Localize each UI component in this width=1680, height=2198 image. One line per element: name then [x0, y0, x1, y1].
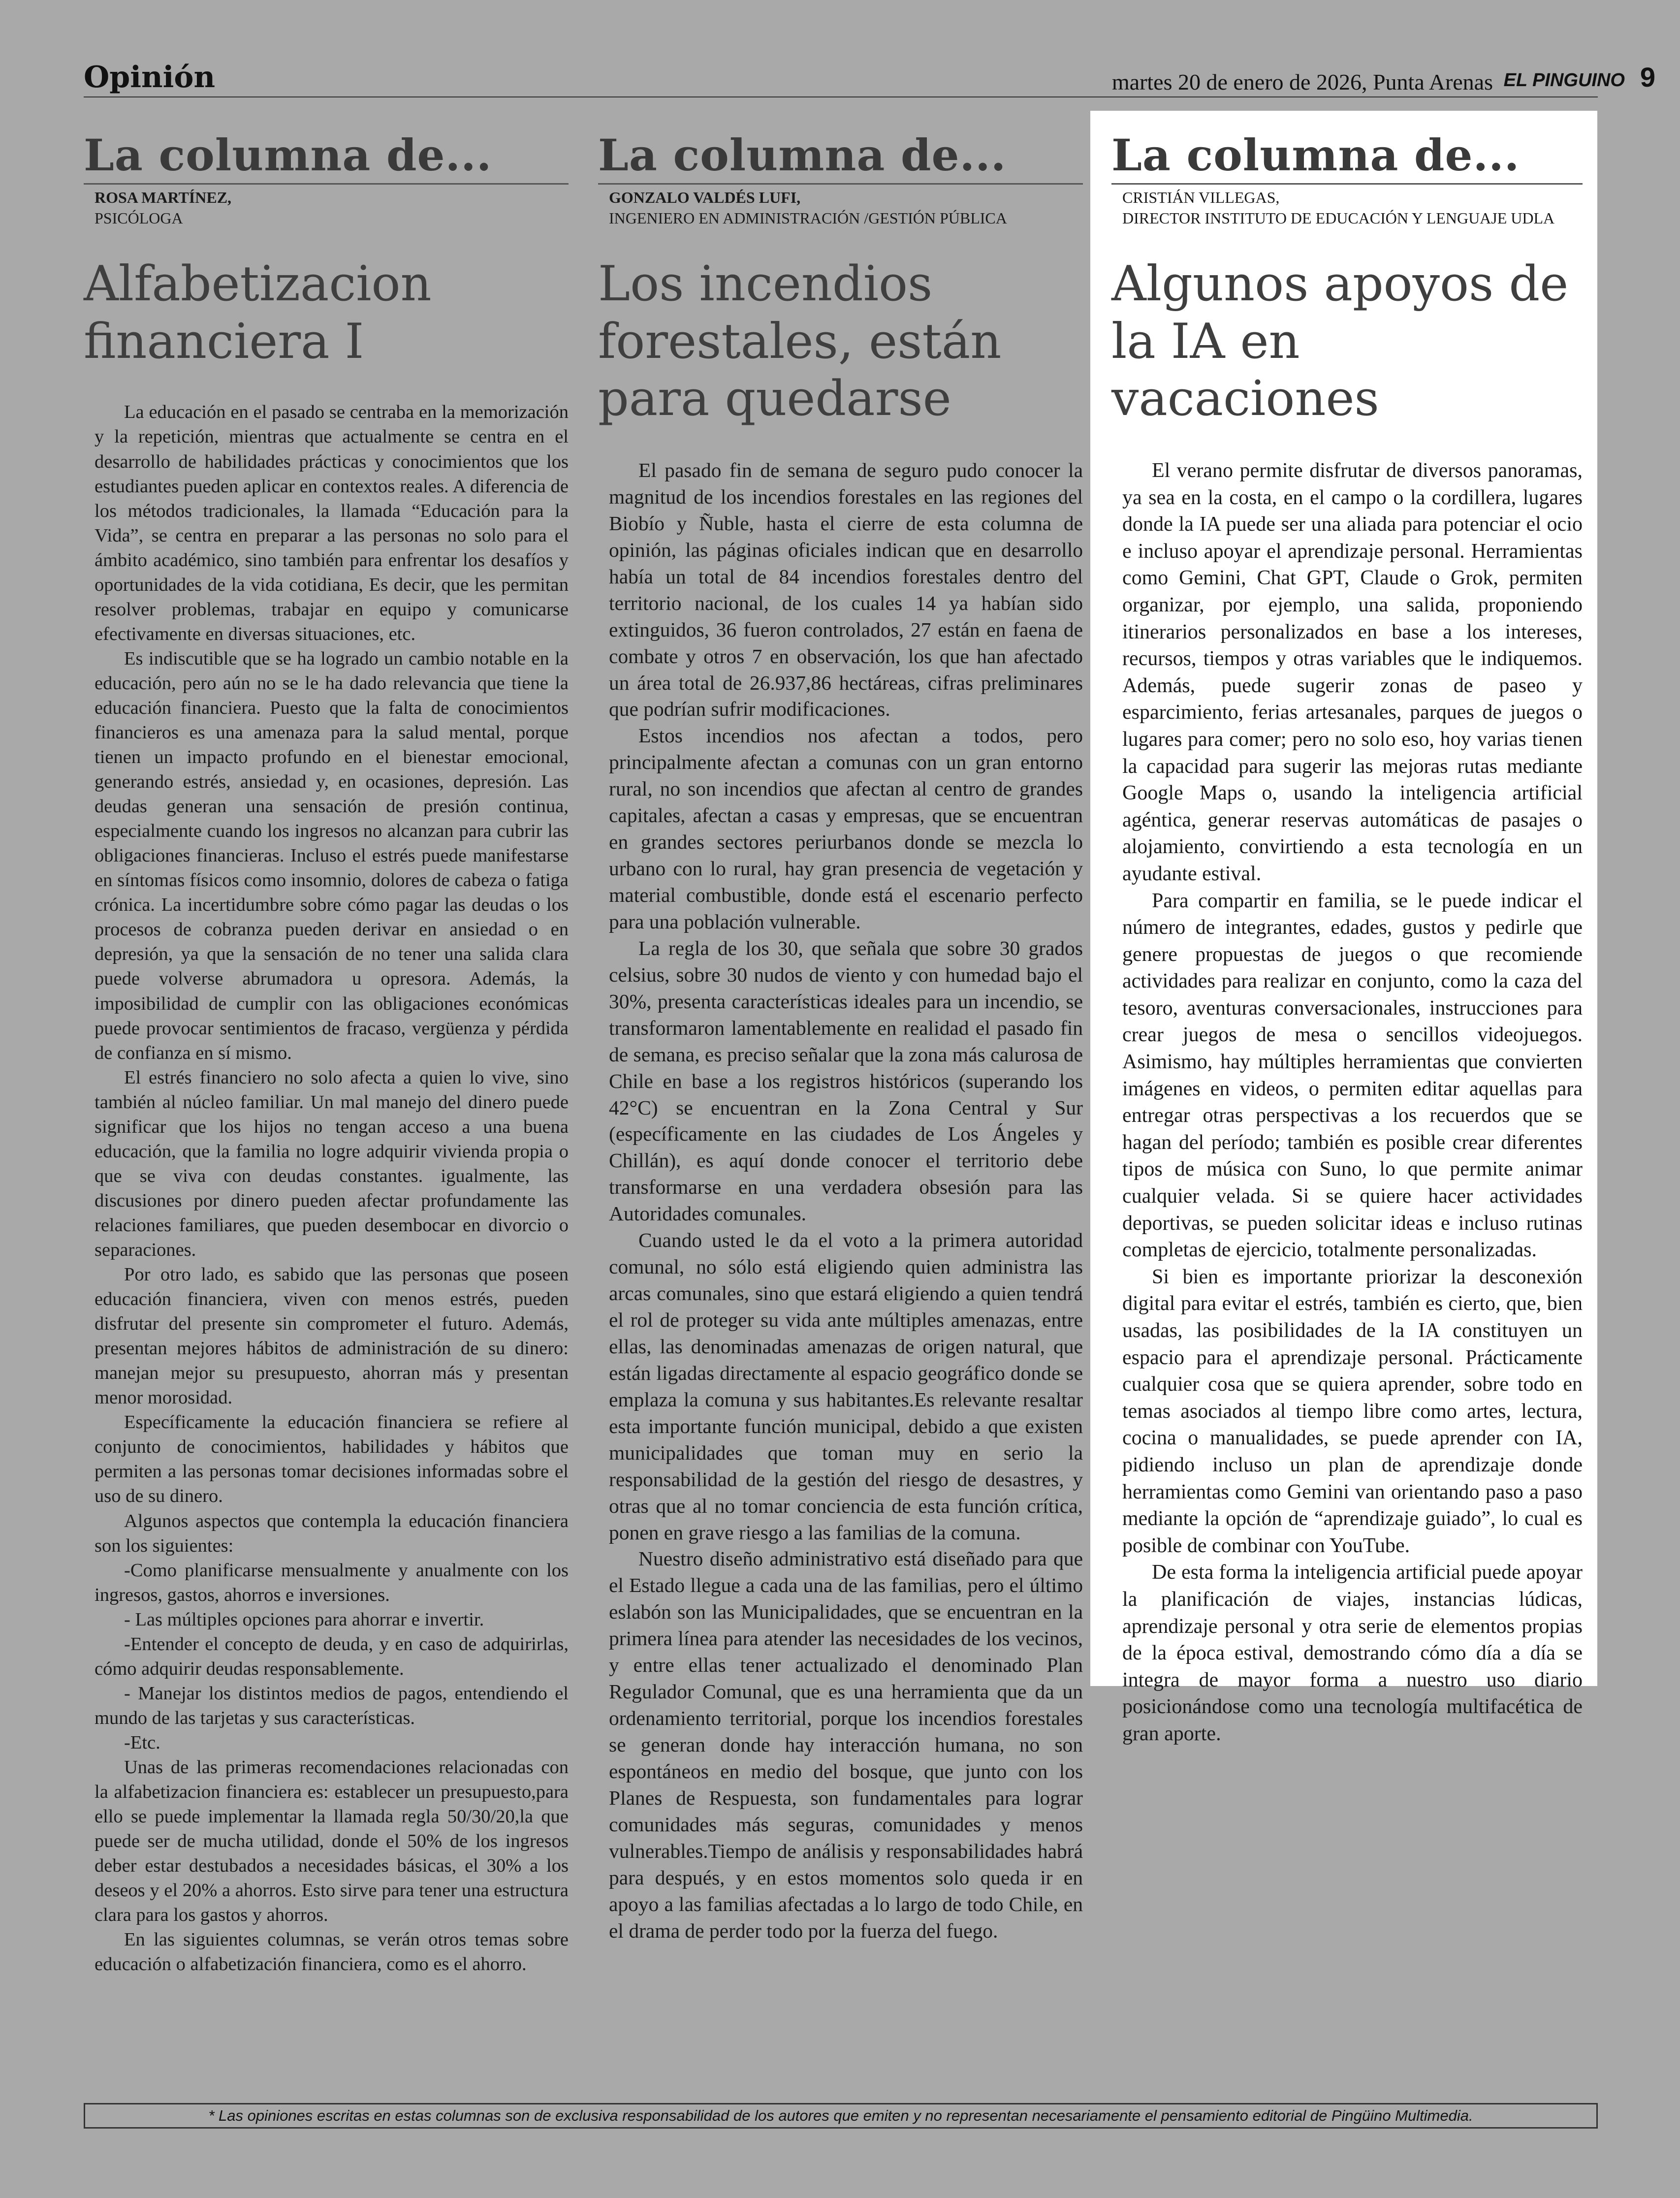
paragraph: El estrés financiero no solo afecta a quien lo vive, sino también al núcleo familiar. Un mal manejo del dinero puede significar que los hijos no tengan acceso a una buena educación, que la familia no logre adquirir vivienda propia o que se viva con deudas constantes. igualmente, las discusiones por dinero pueden afectar profundamente las relaciones familiares, que pueden desembocar en divorcio o separaciones.	[95, 1067, 569, 1260]
paragraph: Si bien es importante priorizar la desconexión digital para evitar el estrés, también es cierto, que, bien usadas, las posibilidades de la IA constituyen un espacio para el aprendizaje personal. Prácticamente cualquier cosa que se quiera aprender, sobre todo en temas asociados al tiempo libre como artes, lectura, cocina o manualidades, se puede aprender con IA, pidiendo incluso un plan de aprendizaje donde herramientas como Gemini van orientando paso a paso mediante la opción de “aprendizaje guiado”, lo cual es posible de combinar con YouTube.	[1122, 1265, 1583, 1557]
paragraph: La educación en el pasado se centraba en la memorización y la repetición, mientras que actualmente se centra en el desarrollo de habilidades prácticas y conocimientos que los estudiantes pueden aplicar en contextos reales. A diferencia de los métodos tradicionales, la llamada “Educación para la Vida”, se centra en preparar a las personas no solo para el ámbito académico, sino también para enfrentar los desafíos y oportunidades de la vida cotidiana, Es decir, que les permitan resolver problemas, trabajar en equipo y comunicarse efectivamente en diversas situaciones, etc.	[95, 402, 569, 644]
paragraph: Para compartir en familia, se le puede indicar el número de integrantes, edades, gustos y pedirle que genere propuestas de juegos o que recomiende actividades para realizar en conjunto, como la caza del tesoro, aventuras conversacionales, instrucciones para crear juegos de mesa o sencillos videojuegos. Asimismo, hay múltiples herramientas que convierten imágenes en videos, o permiten editar aquellas para entregar otras perspectivas a los recuerdos que se hagan del período; también es posible crear diferentes tipos de música con Suno, lo que permite animar cualquier velada. Si se quiere hacer actividades deportivas, se pueden solicitar ideas e incluso rutinas completas de ejercicio, totalmente personalizadas.	[1122, 889, 1583, 1262]
column-kicker: La columna de...	[1111, 128, 1583, 185]
paragraph: -Entender el concepto de deuda, y en caso de adquirirlas, cómo adquirir deudas responsablemente.	[95, 1633, 569, 1679]
paragraph: La regla de los 30, que señala que sobre 30 grados celsius, sobre 30 nudos de viento y con humedad bajo el 30%, presenta características ideales para un incendio, se transformaron lamentablemente en realidad el pasado fin de semana, es preciso señalar que la zona más calurosa de Chile en base a los registros históricos (superando los 42°C) se encuentran en la Zona Central y Sur (específicamente en las ciudades de Los Ángeles y Chillán), es aquí donde conocer el territorio debe transformarse en una verdadera obsesión para las Autoridades comunales.	[609, 936, 1083, 1225]
header-rule	[84, 96, 1598, 97]
column-cristian-villegas	[1090, 111, 1597, 1745]
author-name: ROSA MARTÍNEZ,	[95, 189, 232, 206]
author-name: GONZALO VALDÉS LUFI,	[609, 189, 801, 206]
paragraph: Específicamente la educación financiera se refiere al conjunto de conocimientos, habilidades y hábitos que permiten a las personas tomar decisiones informadas sobre el uso de su dinero.	[95, 1412, 569, 1507]
article-title: Alfabetizacion financiera I	[84, 256, 432, 370]
date-place: martes 20 de enero de 2026, Punta Arenas	[1111, 69, 1493, 95]
author-role: INGENIERO EN ADMINISTRACIÓN /GESTIÓN PÚBLICA	[609, 209, 1007, 227]
author-role: DIRECTOR INSTITUTO DE EDUCACIÓN Y LENGUAJE UDLA	[1122, 209, 1555, 227]
page-number: 9	[1640, 62, 1655, 93]
article-body	[95, 400, 569, 1976]
paragraph: Es indiscutible que se ha logrado un cambio notable en la educación, pero aún no se le ha dado relevancia que tiene la educación financiera. Puesto que la falta de conocimientos financieros es una amenaza para la salud mental, porque tienen un impacto profundo en el bienestar emocional, generando estrés, ansiedad y, en ocasiones, depresión. Las deudas generan una sensación de presión continua, especialmente cuando los ingresos no alcanzan para cubrir las obligaciones financieras. Incluso el estrés puede manifestarse en síntomas físicos como insomnio, dolores de cabeza o fatiga crónica. La incertidumbre sobre cómo pagar las deudas o los procesos de cobranza pueden derivar en ansiedad o en depresión, ya que la sensación de no tener una salida clara puede volverse abrumadora u opresora. Además, la imposibilidad de cumplir con las obligaciones económicas puede provocar sentimientos de fracaso, vergüenza y pérdida de confianza en sí mismo.	[95, 648, 569, 1063]
column-kicker: La columna de...	[598, 128, 1083, 185]
author-name: CRISTIÁN VILLEGAS,	[1122, 189, 1280, 206]
author-role: PSICÓLOGA	[95, 209, 183, 227]
column-kicker: La columna de...	[84, 128, 569, 185]
paragraph: De esta forma la inteligencia artificial puede apoyar la planificación de viajes, instancias lúdicas, aprendizaje personal y otra serie de elementos propias de la época estival, demostrando cómo día a día se integra de mayor forma a nuestro uso diario posicionándose como una tecnología multifacética de gran aporte.	[1122, 1561, 1583, 1745]
paragraph: Algunos aspectos que contempla la educación financiera son los siguientes:	[95, 1510, 569, 1556]
paragraph: Por otro lado, es sabido que las personas que poseen educación financiera, viven con menos estrés, pueden disfrutar del presente sin comprometer el futuro. Además, presentan mejores hábitos de administración de su dinero: manejan mejor su presupuesto, ahorran más y presentan menor morosidad.	[95, 1264, 569, 1408]
column-gonzalo-valdes	[598, 111, 1083, 1944]
article-title: Algunos apoyos de la IA en vacaciones	[1111, 256, 1569, 427]
paragraph: -Como planificarse mensualmente y anualmente con los ingresos, gastos, ahorros e inversiones.	[95, 1560, 569, 1605]
paragraph: El pasado fin de semana de seguro pudo conocer la magnitud de los incendios forestales en las regiones del Biobío y Ñuble, hasta el cierre de esta columna de opinión, las páginas oficiales indican que en desarrollo había un total de 84 incendios forestales dentro del territorio nacional, de los cuales 14 ya habían sido extinguidos, 36 fueron controlados, 27 están en faena de combate y otros 7 en observación, los que han afectado un área total de 26.937,86 hectáreas, cifras preliminares que podrían sufrir modificaciones.	[609, 459, 1083, 721]
paragraph: Cuando usted le da el voto a la primera autoridad comunal, no sólo está eligiendo quien administra las arcas comunales, sino que estará eligiendo a quien tendrá el rol de proteger su vida ante múltiples amenazas, entre ellas, las denominadas amenazas de origen natural, que están ligadas directamente al espacio geográfico donde se emplaza la comuna y sus habitantes.Es relevante resaltar esta importante función municipal, debido a que existen municipalidades que toman muy en serio la responsabilidad de la gestión del riesgo de desastres, y otras que al no tomar conciencia de esta función crítica, ponen en grave riesgo a las familias de la comuna.	[609, 1229, 1083, 1544]
paragraph: Nuestro diseño administrativo está diseñado para que el Estado llegue a cada una de las familias, pero el último eslabón son las Municipalidades, que se encuentran en la primera línea para atender las necesidades de los vecinos, y entre ellas tener actualizado el denominado Plan Regulador Comunal, que es una herramienta que da un ordenamiento territorial, porque los incendios forestales se generan donde hay interacción humana, no son espontáneos en medio del bosque, que junto con los Planes de Respuesta, son fundamentales para lograr comunidades más seguras, comunidades y menos vulnerables.Tiempo de análisis y responsabilidades habrá para después, y en estos momentos solo queda ir en apoyo a las familias afectadas a lo largo de todo Chile, en el drama de perder todo por la fuerza del fuego.	[609, 1547, 1083, 1942]
paragraph: En las siguientes columnas, se verán otros temas sobre educación o alfabetización financiera, como es el ahorro.	[95, 1929, 569, 1975]
paragraph: Estos incendios nos afectan a todos, pero principalmente afectan a comunas con un gran entorno rural, no son incendios que afectan al centro de grandes capitales, afectan a casas y empresas, que se encuentran en grandes sectores periurbanos donde se mezcla lo urbano con lo rural, hay gran presencia de vegetación y material combustible, donde está el escenario perfecto para una población vulnerable.	[609, 724, 1083, 933]
paragraph: -Etc.	[124, 1732, 160, 1753]
article-body	[609, 457, 1083, 1944]
paragraph: - Manejar los distintos medios de pagos, entendiendo el mundo de las tarjetas y sus características.	[95, 1683, 569, 1728]
footer-disclaimer: * Las opiniones escritas en estas columnas son de exclusiva responsabilidad de los autores que emiten y no representan necesariamente el pensamiento editorial de Pingüino Multimedia.	[84, 2103, 1598, 2129]
paragraph: - Las múltiples opciones para ahorrar e invertir.	[124, 1609, 484, 1630]
article-body	[1122, 457, 1583, 1748]
section-title: Opinión	[84, 60, 216, 95]
paragraph: El verano permite disfrutar de diversos panoramas, ya sea en la costa, en el campo o la cordillera, lugares donde la IA puede ser una aliada para potenciar el ocio e incluso apoyar el aprendizaje personal. Herramientas como Gemini, Chat GPT, Claude o Grok, permiten organizar, por ejemplo, una salida, proponiendo itinerarios personalizados en base a los intereses, recursos, tiempos y otras variables que le indiquemos. Además, puede sugerir zonas de paseo y esparcimiento, ferias artesanales, parques de juegos o lugares para comer; pero no solo eso, hoy varias tienen la capacidad para sugerir las mejoras rutas mediante Google Maps o, usando la inteligencia artificial agéntica, generar reservas automáticas de pasajes o alojamiento, convirtiendo a esta tecnología en un ayudante estival.	[1122, 459, 1583, 885]
article-title: Los incendios forestales, están para quedarse	[598, 256, 1002, 427]
newspaper-logo: EL PINGUINO	[1503, 70, 1625, 91]
paragraph: Unas de las primeras recomendaciones relacionadas con la alfabetizacion financiera es: establecer un presupuesto,para ello se puede implementar la llamada regla 50/30/20,la que puede ser de mucha utilidad, donde el 50% de los ingresos deber estar destubados a necesidades básicas, el 30% a los deseos y el 20% a ahorros. Esto sirve para tener una estructura clara para los gastos y ahorros.	[95, 1756, 569, 1926]
column-rosa-martinez	[84, 111, 569, 1976]
